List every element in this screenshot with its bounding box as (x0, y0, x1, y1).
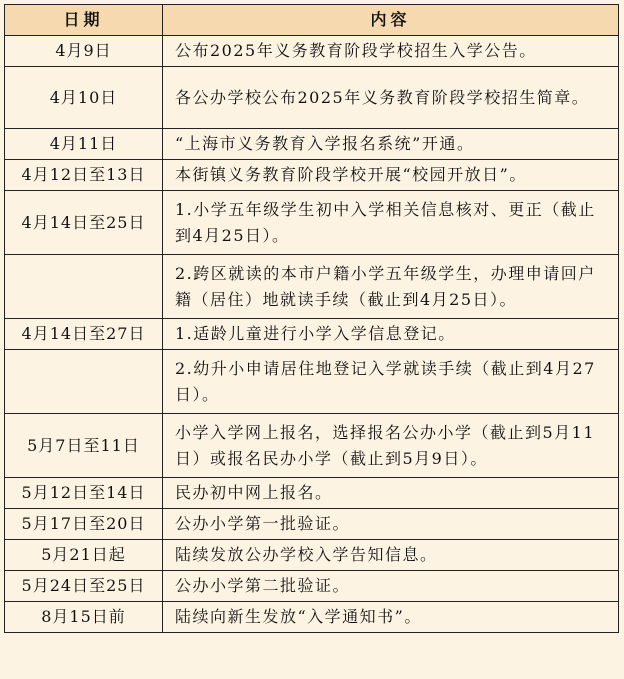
enrollment-schedule-table (4, 4, 619, 633)
table-row (5, 191, 619, 255)
table-row (5, 478, 619, 509)
row-content: 公布2025年义务教育阶段学校招生入学公告。 (163, 36, 619, 67)
row-date: 4月14日至25日 (5, 191, 163, 255)
row-date (5, 255, 163, 319)
row-content: 小学入学网上报名，选择报名公办小学（截止到5月11日）或报名民办小学（截止到5月9日）。 (163, 414, 619, 478)
row-content: 1.小学五年级学生初中入学相关信息核对、更正（截止到4月25日）。 (163, 191, 619, 255)
row-content: 陆续向新生发放“入学通知书”。 (163, 602, 619, 633)
row-date: 5月21日起 (5, 540, 163, 571)
row-content: 2.跨区就读的本市户籍小学五年级学生，办理申请回户籍（居住）地就读手续（截止到4月25日）。 (163, 255, 619, 319)
row-content: 陆续发放公办学校入学告知信息。 (163, 540, 619, 571)
row-content: 公办小学第二批验证。 (163, 571, 619, 602)
table-row (5, 255, 619, 319)
row-date (5, 350, 163, 414)
table-row (5, 319, 619, 350)
table-row (5, 540, 619, 571)
row-content: 本街镇义务教育阶段学校开展“校园开放日”。 (163, 160, 619, 191)
header-date: 日期 (5, 5, 163, 36)
row-date: 4月9日 (5, 36, 163, 67)
row-content: 公办小学第一批验证。 (163, 509, 619, 540)
row-content: 1.适龄儿童进行小学入学信息登记。 (163, 319, 619, 350)
row-date: 5月12日至14日 (5, 478, 163, 509)
table-row (5, 414, 619, 478)
table-row (5, 129, 619, 160)
schedule-table-wrapper (4, 4, 619, 633)
table-row (5, 67, 619, 129)
table-header-row (5, 5, 619, 36)
table-row (5, 36, 619, 67)
row-date: 5月17日至20日 (5, 509, 163, 540)
row-date: 4月12日至13日 (5, 160, 163, 191)
table-row (5, 160, 619, 191)
row-date: 5月7日至11日 (5, 414, 163, 478)
row-content: 民办初中网上报名。 (163, 478, 619, 509)
row-date: 8月15日前 (5, 602, 163, 633)
row-date: 4月14日至27日 (5, 319, 163, 350)
row-date: 5月24日至25日 (5, 571, 163, 602)
table-row (5, 509, 619, 540)
row-content: 2.幼升小申请居住地登记入学就读手续（截止到4月27日）。 (163, 350, 619, 414)
table-row (5, 350, 619, 414)
table-row (5, 602, 619, 633)
row-content: 各公办学校公布2025年义务教育阶段学校招生简章。 (163, 67, 619, 129)
row-date: 4月11日 (5, 129, 163, 160)
header-content: 内容 (163, 5, 619, 36)
row-date: 4月10日 (5, 67, 163, 129)
row-content: “上海市义务教育入学报名系统”开通。 (163, 129, 619, 160)
table-row (5, 571, 619, 602)
